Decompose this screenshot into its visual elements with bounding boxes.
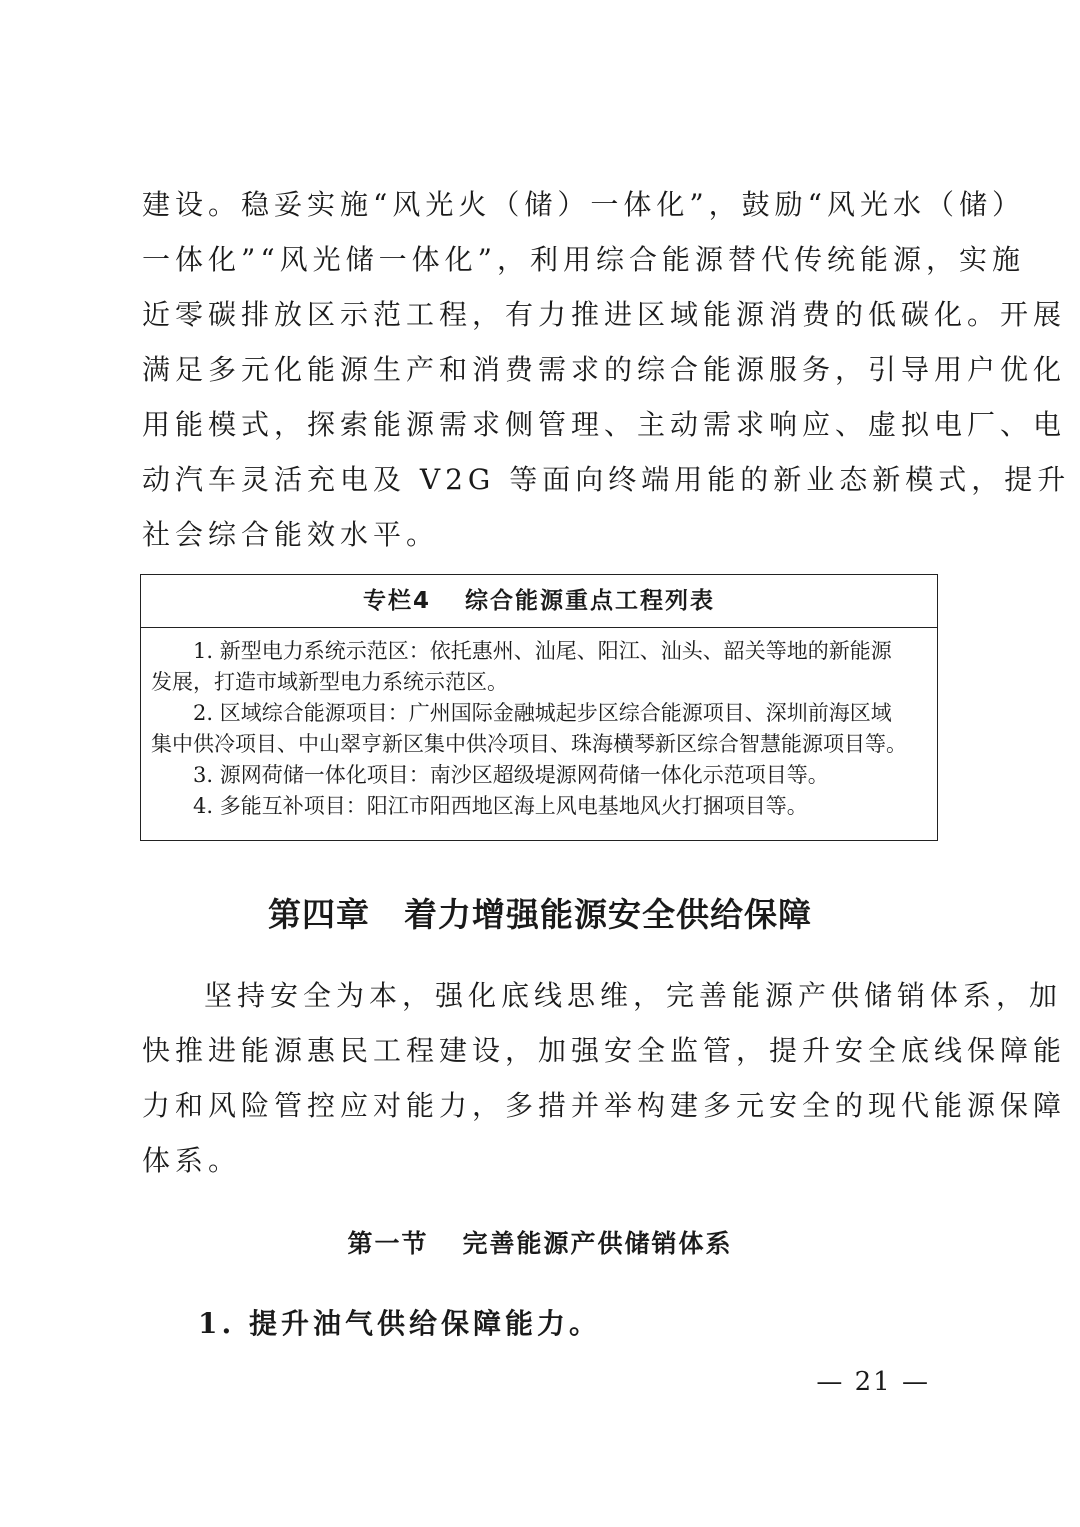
paragraph-line: 满足多元化能源生产和消费需求的综合能源服务，引导用户优化 — [142, 353, 1067, 386]
paragraph-line: 近零碳排放区示范工程，有力推进区域能源消费的低碳化。开展 — [142, 298, 1067, 331]
column-box — [140, 574, 938, 841]
section-title: 完善能源产供储销体系 — [462, 1229, 733, 1258]
column-box-label: 专栏4 — [362, 588, 431, 614]
paragraph-line: 动汽车灵活充电及 V2G 等面向终端用能的新业态新模式，提升 — [142, 463, 1071, 496]
paragraph-line: 一体化”“风光储一体化”，利用综合能源替代传统能源，实施 — [142, 243, 1025, 276]
paragraph-chapter — [142, 968, 1067, 1188]
page-number: — 21 — — [816, 1367, 930, 1397]
section-label: 第一节 — [347, 1229, 429, 1258]
paragraph-line: 力和风险管控应对能力，多措并举构建多元安全的现代能源保障 — [142, 1089, 1067, 1122]
paragraph-line: 体系。 — [142, 1144, 242, 1177]
paragraph-line: 快推进能源惠民工程建设，加强安全监管，提升安全底线保障能 — [142, 1034, 1067, 1067]
item-heading: 1. 提升油气供给保障能力。 — [198, 1307, 601, 1340]
column-box-heading: 综合能源重点工程列表 — [465, 588, 715, 614]
paragraph-line: 坚持安全为本，强化底线思维，完善能源产供储销体系，加 — [204, 979, 1063, 1012]
column-box-title — [141, 575, 937, 628]
paragraph-top — [142, 177, 1071, 562]
column-box-row: 集中供冷项目、中山翠亨新区集中供冷项目、珠海横琴新区综合智慧能源项目等。 — [151, 732, 907, 756]
column-box-row: 3. 源网荷储一体化项目：南沙区超级堤源网荷储一体化示范项目等。 — [193, 763, 829, 787]
column-box-row: 4. 多能互补项目：阳江市阳西地区海上风电基地风火打捆项目等。 — [193, 794, 808, 818]
paragraph-line: 建设。稳妥实施“风光火（储）一体化”，鼓励“风光水（储） — [142, 188, 1025, 221]
chapter-heading — [0, 890, 1080, 940]
column-box-row: 发展，打造市域新型电力系统示范区。 — [151, 670, 508, 694]
chapter-title: 着力增强能源安全供给保障 — [404, 895, 812, 934]
paragraph-line: 社会综合能效水平。 — [142, 518, 440, 551]
section-heading — [0, 1224, 1080, 1264]
column-box-row: 1. 新型电力系统示范区：依托惠州、汕尾、阳江、汕头、韶关等地的新能源 — [193, 639, 892, 663]
column-box-row: 2. 区域综合能源项目：广州国际金融城起步区综合能源项目、深圳前海区域 — [193, 701, 892, 725]
paragraph-line: 用能模式，探索能源需求侧管理、主动需求响应、虚拟电厂、电 — [142, 408, 1067, 441]
chapter-label: 第四章 — [268, 895, 370, 934]
column-box-body — [141, 628, 937, 822]
